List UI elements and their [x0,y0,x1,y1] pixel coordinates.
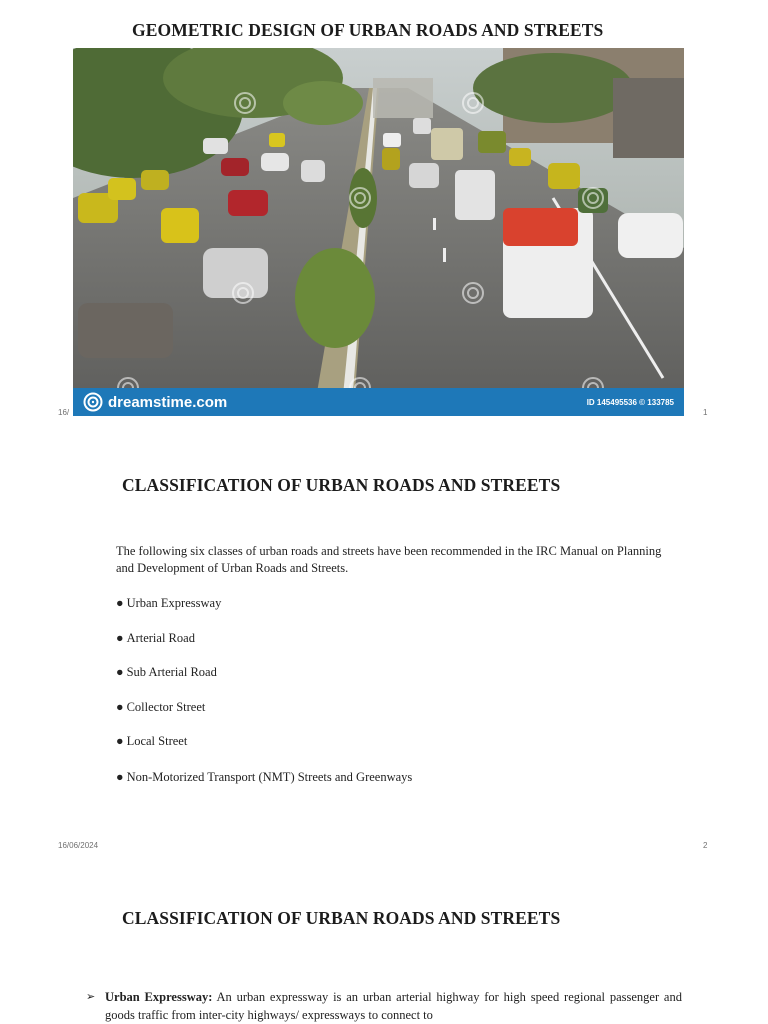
footer-date: 16/ [58,408,70,417]
footer-date: 16/06/2024 [58,841,99,850]
page-number: 2 [703,841,708,850]
list-item: ● Sub Arterial Road [116,665,217,679]
bullet-icon: ● [116,769,124,784]
bullet-icon: ● [116,630,124,645]
slide-3 [0,866,768,1024]
bullet-icon: ● [116,665,124,679]
list-item: ● Collector Street [116,699,206,714]
definition-term: Urban Expressway: [105,990,213,1004]
list-item: ● Non-Motorized Transport (NMT) Streets and Greenways [116,769,413,784]
road-scene-image [73,48,684,416]
list-item: ● Arterial Road [116,630,195,645]
road-traffic-photo [73,48,684,416]
road-class-list [116,595,412,803]
definition-urban-expressway [86,988,682,1024]
page-number: 1 [703,408,708,417]
brand-name: dreamstime.com [108,393,228,411]
brand-logo [83,392,227,412]
slide-1 [0,0,768,433]
bullet-icon: ● [116,596,124,610]
slide-title: CLASSIFICATION OF URBAN ROADS AND STREETS [122,908,561,928]
slide-title: GEOMETRIC DESIGN OF URBAN ROADS AND STREETS [132,20,604,40]
image-id: ID 145495536 © 133785 [586,397,674,407]
definition-text: An urban expressway is an urban arterial highway for high speed regional passenger and goods traffic from inter-city highways/ expressways to connect to [105,990,682,1022]
bullet-icon: ● [116,699,124,714]
image-brand-bar [73,388,684,416]
intro-paragraph: The following six classes of urban roads and streets have been recommended in the IRC Manual on Planning and Development of Urban Roads and Streets. [116,544,662,575]
list-item: ● Local Street [116,734,188,748]
arrow-bullet-icon: ➢ [86,991,96,1003]
dreamstime-spiral-icon [83,392,103,412]
slide-title: CLASSIFICATION OF URBAN ROADS AND STREETS [122,475,561,495]
bullet-icon: ● [116,734,124,748]
slide-2 [0,433,768,866]
list-item: ● Urban Expressway [116,596,222,610]
